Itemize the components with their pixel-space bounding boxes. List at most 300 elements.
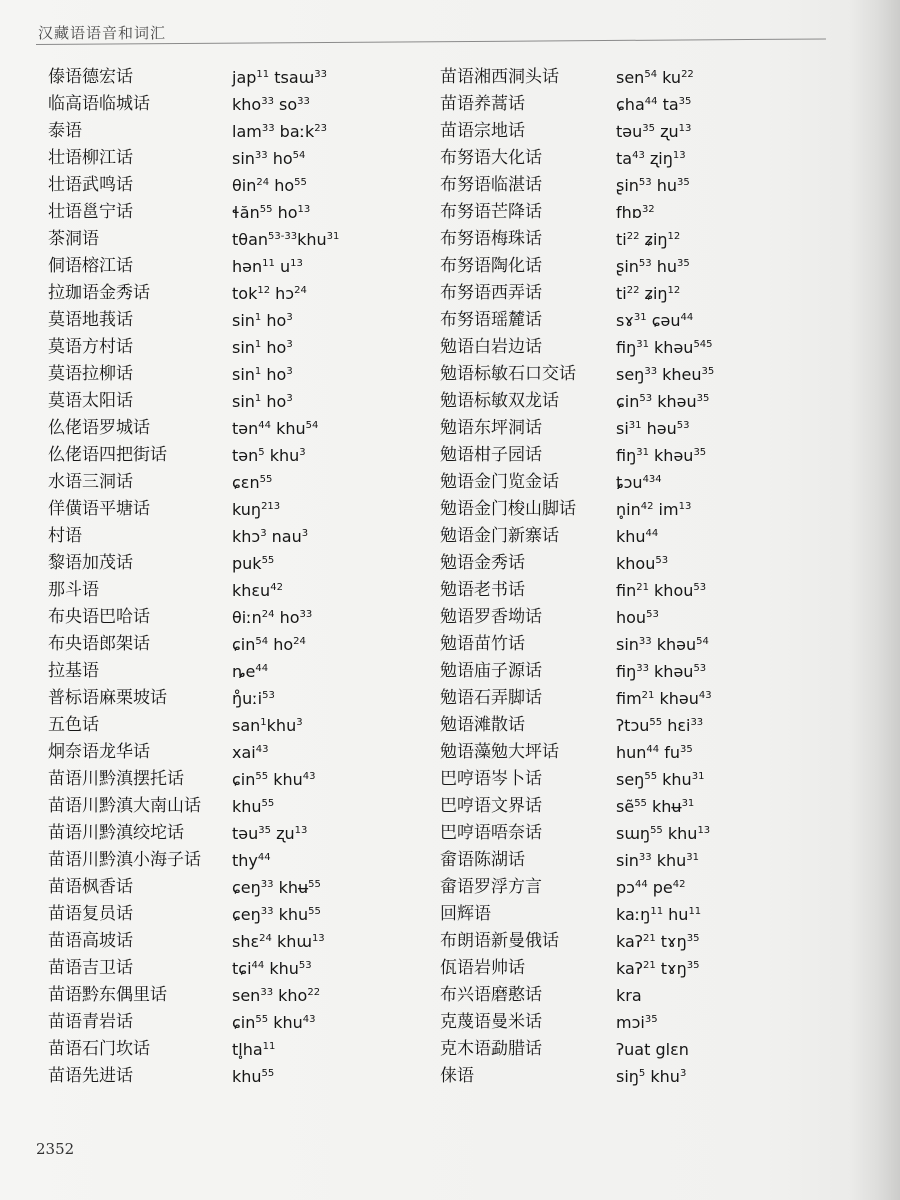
ipa-form (616, 847, 699, 874)
tone-number: 55 (649, 717, 663, 728)
entry-row (36, 1036, 339, 1063)
syllable: khu (264, 959, 299, 978)
ipa-form (616, 388, 709, 415)
entry-row (36, 712, 339, 739)
dialect-name: 布努语大化话 (440, 148, 542, 168)
tone-number: 31 (636, 447, 649, 458)
tone-number: 53 (638, 177, 652, 188)
ipa-form (616, 631, 709, 658)
syllable: hou (616, 608, 647, 627)
entry-row (36, 982, 339, 1009)
entry-row (36, 874, 339, 901)
ipa-form (232, 145, 305, 172)
entry-row (36, 793, 339, 820)
entry-row (36, 658, 339, 685)
tone-number: 55 (308, 879, 321, 890)
tone-number: 54 (255, 636, 269, 647)
syllable: sin (232, 365, 255, 384)
entry-row (438, 928, 714, 955)
tone-number: 43 (698, 690, 712, 701)
syllable: san (232, 716, 261, 735)
syllable: tɤŋ (655, 932, 687, 951)
entry-row (438, 64, 714, 91)
ipa-form (232, 739, 268, 766)
syllable: khu (271, 419, 306, 438)
dialect-name: 泰语 (48, 121, 82, 141)
dialect-name: 克木语勐腊话 (440, 1039, 542, 1059)
syllable: ʑiŋ (639, 230, 668, 249)
tone-number: 42 (640, 501, 654, 512)
syllable: lam (232, 122, 262, 141)
dialect-name: 苗语高坡话 (48, 931, 133, 951)
entry-row (36, 334, 339, 361)
entry-row (36, 307, 339, 334)
entry-row (438, 334, 714, 361)
tone-number: 53-33 (268, 231, 298, 242)
dialect-name: 苗语黔东偶里话 (48, 985, 167, 1005)
tone-number: 545 (693, 339, 713, 350)
syllable: u (274, 257, 291, 276)
syllable: sen (232, 986, 261, 1005)
entry-row (36, 253, 339, 280)
ipa-form (616, 685, 712, 712)
tone-number: 35 (693, 447, 707, 458)
ipa-form (616, 982, 642, 1009)
syllable: ʔtɔu (616, 716, 650, 735)
tone-number: 22 (626, 285, 640, 296)
tone-number: 13 (678, 501, 692, 512)
tone-number: 21 (642, 933, 656, 944)
dialect-name: 勉语庙子源话 (440, 661, 542, 681)
syllable: khu (657, 770, 692, 789)
tone-number: 13 (297, 204, 311, 215)
tone-number: 3 (286, 339, 293, 350)
tone-number: 35 (258, 825, 271, 836)
entry-row (438, 793, 714, 820)
tone-number: 33 (299, 609, 313, 620)
tone-number: 13 (294, 825, 308, 836)
entry-row (438, 874, 714, 901)
dialect-name: 苗语青岩话 (48, 1012, 133, 1032)
ipa-form (232, 199, 310, 226)
dialect-name: 勉语东坪洞话 (440, 418, 542, 438)
tone-number: 24 (294, 285, 307, 296)
tone-number: 35 (701, 366, 715, 377)
tone-number: 33 (254, 150, 268, 161)
syllable: hɛi (662, 716, 691, 735)
ipa-form (232, 550, 274, 577)
entry-row (438, 91, 714, 118)
dialect-name: 莫语方村话 (48, 337, 133, 357)
syllable: hu (663, 905, 689, 924)
tone-number: 55 (634, 798, 647, 809)
tone-number: 22 (681, 69, 694, 80)
entry-row (36, 631, 339, 658)
syllable: pe (647, 878, 673, 897)
entry-row (36, 172, 339, 199)
ipa-form (232, 604, 312, 631)
entry-row (438, 1063, 714, 1090)
syllable: ʂin (616, 176, 639, 195)
syllable: im (653, 500, 679, 519)
ipa-form (616, 928, 699, 955)
syllable: seŋ (616, 770, 645, 789)
ipa-form (616, 64, 694, 91)
dialect-name: 壮语邕宁话 (48, 202, 133, 222)
entry-row (438, 307, 714, 334)
syllable: ɕin (232, 770, 256, 789)
syllable: khu (268, 1013, 303, 1032)
syllable: sin (232, 338, 255, 357)
dialect-name: 佤语岩帅话 (440, 958, 525, 978)
entry-row (36, 388, 339, 415)
tone-number: 3 (301, 528, 309, 539)
syllable: khu (232, 1067, 262, 1086)
syllable: fu (659, 743, 681, 762)
syllable: sin (232, 149, 255, 168)
ipa-form (616, 172, 690, 199)
running-header: 汉藏语语音和词汇 (38, 24, 167, 42)
tone-number: 13 (678, 123, 692, 134)
dialect-name: 壮语柳江话 (48, 148, 133, 168)
tone-number: 33 (260, 987, 274, 998)
ipa-form (616, 496, 691, 523)
entry-row (438, 739, 714, 766)
tone-number: 32 (641, 204, 655, 215)
ipa-form (232, 118, 327, 145)
syllable: fim (616, 689, 642, 708)
tone-number: 1 (254, 312, 262, 323)
syllable: ho (261, 392, 287, 411)
entry-row (36, 604, 339, 631)
tone-number: 33 (638, 636, 652, 647)
syllable: fhɒ (616, 203, 642, 222)
right-column (438, 64, 714, 1090)
tone-number: 33 (314, 69, 327, 80)
syllable: ʂin (616, 257, 639, 276)
left-column (36, 64, 339, 1090)
syllable: hun (616, 743, 647, 762)
entry-row (438, 847, 714, 874)
tone-number: 1 (260, 717, 267, 728)
syllable: kra (616, 986, 642, 1005)
tone-number: 54 (644, 69, 658, 80)
entry-row (438, 604, 714, 631)
syllable: sin (232, 392, 255, 411)
tone-number: 54 (305, 420, 319, 431)
syllable: si (616, 419, 629, 438)
dialect-name: 勉语苗竹话 (440, 634, 525, 654)
ipa-form (232, 523, 308, 550)
syllable: hu (651, 176, 678, 195)
dialect-name: 勉语柑子园话 (440, 445, 542, 465)
entry-row (438, 901, 714, 928)
tone-number: 13 (290, 258, 303, 269)
entry-row (438, 685, 714, 712)
tone-number: 12 (667, 285, 681, 296)
dialect-name: 壮语武鸣话 (48, 175, 133, 195)
dialect-name: 苗语川黔滇小海子话 (48, 850, 201, 870)
ipa-form (616, 523, 658, 550)
dialect-name: 布央语巴哈话 (48, 607, 150, 627)
syllable: shɛ (232, 932, 260, 951)
dialect-name: 苗语川黔滇绞坨话 (48, 823, 184, 843)
dialect-name: 勉语金门新寨话 (440, 526, 559, 546)
tone-number: 35 (680, 744, 693, 755)
entry-row (438, 1009, 714, 1036)
tone-number: 33 (260, 906, 274, 917)
dialect-name: 莫语拉柳话 (48, 364, 133, 384)
dialect-name: 布朗语新曼俄话 (440, 931, 559, 951)
syllable: fiŋ (616, 338, 637, 357)
syllable: nau (266, 527, 302, 546)
ipa-form (616, 1009, 658, 1036)
dialect-name: 苗语先进话 (48, 1066, 133, 1086)
entry-row (36, 469, 339, 496)
tone-number: 53 (655, 555, 669, 566)
dialect-name: 黎语加茂话 (48, 553, 133, 573)
ipa-form (616, 550, 668, 577)
dialect-name: 佯僙语平塘话 (48, 499, 150, 519)
entry-row (36, 361, 339, 388)
dialect-name: 布努语陶化话 (440, 256, 542, 276)
tone-number: 43 (302, 1014, 316, 1025)
syllable: həu (641, 419, 677, 438)
syllable: pɔ (616, 878, 635, 897)
dialect-name: 布努语梅珠话 (440, 229, 542, 249)
ipa-form (232, 442, 306, 469)
ipa-form (232, 64, 327, 91)
tone-number: 55 (261, 555, 275, 566)
syllable: khɯ (271, 932, 312, 951)
syllable: ho (269, 176, 295, 195)
syllable: tɕi (232, 959, 252, 978)
syllable: ʐu (655, 122, 679, 141)
ipa-form (616, 901, 701, 928)
syllable: khɛu (232, 581, 271, 600)
ipa-form (616, 820, 710, 847)
tone-number: 55 (294, 177, 307, 188)
ipa-form (232, 685, 275, 712)
syllable: sin (616, 635, 639, 654)
syllable: tən (232, 419, 259, 438)
dialect-name: 俫语 (440, 1066, 474, 1086)
dialect-name: 临高语临城话 (48, 94, 150, 114)
ipa-form (616, 1063, 686, 1090)
ipa-form (616, 280, 680, 307)
tone-number: 55 (261, 798, 275, 809)
syllable: ɕɛn (232, 473, 260, 492)
syllable: tsaɯ (269, 68, 315, 87)
syllable: tən (232, 446, 259, 465)
tone-number: 11 (262, 258, 275, 269)
dialect-name: 仫佬语罗城话 (48, 418, 150, 438)
entry-row (36, 766, 339, 793)
ipa-form (232, 901, 321, 928)
tone-number: 3 (679, 1068, 687, 1079)
dialect-name: 布兴语磨憨话 (440, 985, 542, 1005)
syllable: jap (232, 68, 257, 87)
syllable: khəu (648, 338, 694, 357)
syllable: sẽ (616, 797, 635, 816)
syllable: khəu (654, 689, 699, 708)
ipa-form (232, 847, 271, 874)
dialect-name: 勉语金门览金话 (440, 472, 559, 492)
entry-row (438, 172, 714, 199)
syllable: kho (232, 95, 262, 114)
ipa-form (616, 442, 706, 469)
tone-number: 44 (680, 312, 694, 323)
tone-number: 55 (650, 825, 663, 836)
tone-number: 3 (286, 366, 293, 377)
syllable: ho (274, 608, 300, 627)
entry-row (36, 901, 339, 928)
entry-row (36, 442, 339, 469)
syllable: ho (268, 635, 294, 654)
syllable: puk (232, 554, 262, 573)
tone-number: 44 (257, 852, 271, 863)
ipa-form (232, 415, 318, 442)
syllable: so (273, 95, 298, 114)
tone-number: 21 (642, 960, 656, 971)
syllable: θiːn (232, 608, 262, 627)
entry-row (36, 847, 339, 874)
entry-row (36, 955, 339, 982)
entry-row (36, 415, 339, 442)
ipa-form (232, 793, 274, 820)
tone-number: 13 (311, 933, 325, 944)
ipa-form (232, 766, 316, 793)
ipa-form (232, 280, 307, 307)
ipa-form (616, 712, 703, 739)
tone-number: 35 (677, 177, 690, 188)
tone-number: 53 (693, 663, 707, 674)
entry-row (438, 145, 714, 172)
dialect-name: 勉语标敏石口交话 (440, 364, 576, 384)
tone-number: 33 (261, 96, 274, 107)
page-number: 2352 (36, 1140, 75, 1158)
tone-number: 35 (696, 393, 710, 404)
ipa-form (232, 253, 303, 280)
tone-number: 53 (676, 420, 690, 431)
dialect-name: 畲语罗浮方言 (440, 877, 542, 897)
dialect-name: 苗语石门坎话 (48, 1039, 150, 1059)
tone-number: 33 (690, 717, 704, 728)
syllable: kaːŋ (616, 905, 651, 924)
entry-row (438, 955, 714, 982)
entry-row (438, 280, 714, 307)
syllable: ta (616, 149, 633, 168)
ipa-form (616, 469, 662, 496)
dialect-name: 苗语枫香话 (48, 877, 133, 897)
dialect-name: 村语 (48, 526, 82, 546)
ipa-form (616, 604, 659, 631)
ipa-form (232, 712, 303, 739)
ipa-form (232, 577, 283, 604)
syllable: ti (616, 230, 627, 249)
dialect-name: 畲语陈湖话 (440, 850, 525, 870)
syllable: ɕəu (646, 311, 681, 330)
ipa-form (616, 361, 714, 388)
syllable: khɔ (232, 527, 261, 546)
syllable: khu (268, 770, 303, 789)
syllable: fiŋ (616, 662, 637, 681)
entry-row (438, 523, 714, 550)
tone-number: 42 (672, 879, 686, 890)
syllable: fiŋ (616, 446, 637, 465)
syllable: xai (232, 743, 256, 762)
syllable: khʉ (273, 878, 309, 897)
ipa-form (232, 172, 307, 199)
dialect-name: 勉语藻勉大坪话 (440, 742, 559, 762)
tone-number: 31 (686, 852, 700, 863)
tone-number: 35 (677, 258, 690, 269)
dialect-name: 拉基语 (48, 661, 99, 681)
syllable: ȶɔu (616, 473, 643, 492)
syllable: ho (261, 338, 287, 357)
syllable: sin (232, 311, 255, 330)
dialect-name: 勉语石弄脚话 (440, 688, 542, 708)
ipa-form (232, 658, 268, 685)
syllable: ho (261, 365, 287, 384)
entry-row (36, 820, 339, 847)
syllable: ʐiŋ (644, 149, 673, 168)
ipa-form (616, 739, 693, 766)
dialect-name: 茶洞语 (48, 229, 99, 249)
syllable: khu (232, 797, 262, 816)
dialect-name: 布努语临湛话 (440, 175, 542, 195)
tone-number: 55 (644, 771, 658, 782)
dialect-name: 莫语太阳话 (48, 391, 133, 411)
ipa-form (616, 955, 699, 982)
entry-row (438, 658, 714, 685)
dialect-name: 仫佬语四把街话 (48, 445, 167, 465)
syllable: ɕin (616, 392, 640, 411)
syllable: ɕin (232, 1013, 256, 1032)
tone-number: 3 (286, 393, 293, 404)
tone-number: 55 (255, 1014, 269, 1025)
tone-number: 35 (686, 960, 700, 971)
dialect-name: 苗语宗地话 (440, 121, 525, 141)
syllable: hən (232, 257, 263, 276)
tone-number: 22 (626, 231, 640, 242)
tone-number: 24 (261, 609, 275, 620)
tone-number: 33 (638, 852, 652, 863)
tone-number: 33 (260, 879, 274, 890)
entry-row (36, 280, 339, 307)
tone-number: 3 (260, 528, 267, 539)
syllable: tɤŋ (655, 959, 687, 978)
ipa-form (616, 334, 713, 361)
syllable: ʑiŋ (639, 284, 668, 303)
entry-row (36, 118, 339, 145)
tone-number: 21 (641, 690, 655, 701)
ipa-form (232, 820, 307, 847)
syllable: sɤ (616, 311, 634, 330)
entry-row (438, 982, 714, 1009)
ipa-form (616, 145, 686, 172)
tone-number: 54 (292, 150, 306, 161)
dialect-name: 莫语地莪话 (48, 310, 133, 330)
entry-row (438, 442, 714, 469)
entry-row (438, 361, 714, 388)
syllable: khəu (652, 392, 697, 411)
dialect-name: 苗语复员话 (48, 904, 133, 924)
entry-row (438, 550, 714, 577)
tone-number: 1 (254, 366, 262, 377)
dialect-name: 勉语金秀话 (440, 553, 525, 573)
tone-number: 12 (667, 231, 681, 242)
